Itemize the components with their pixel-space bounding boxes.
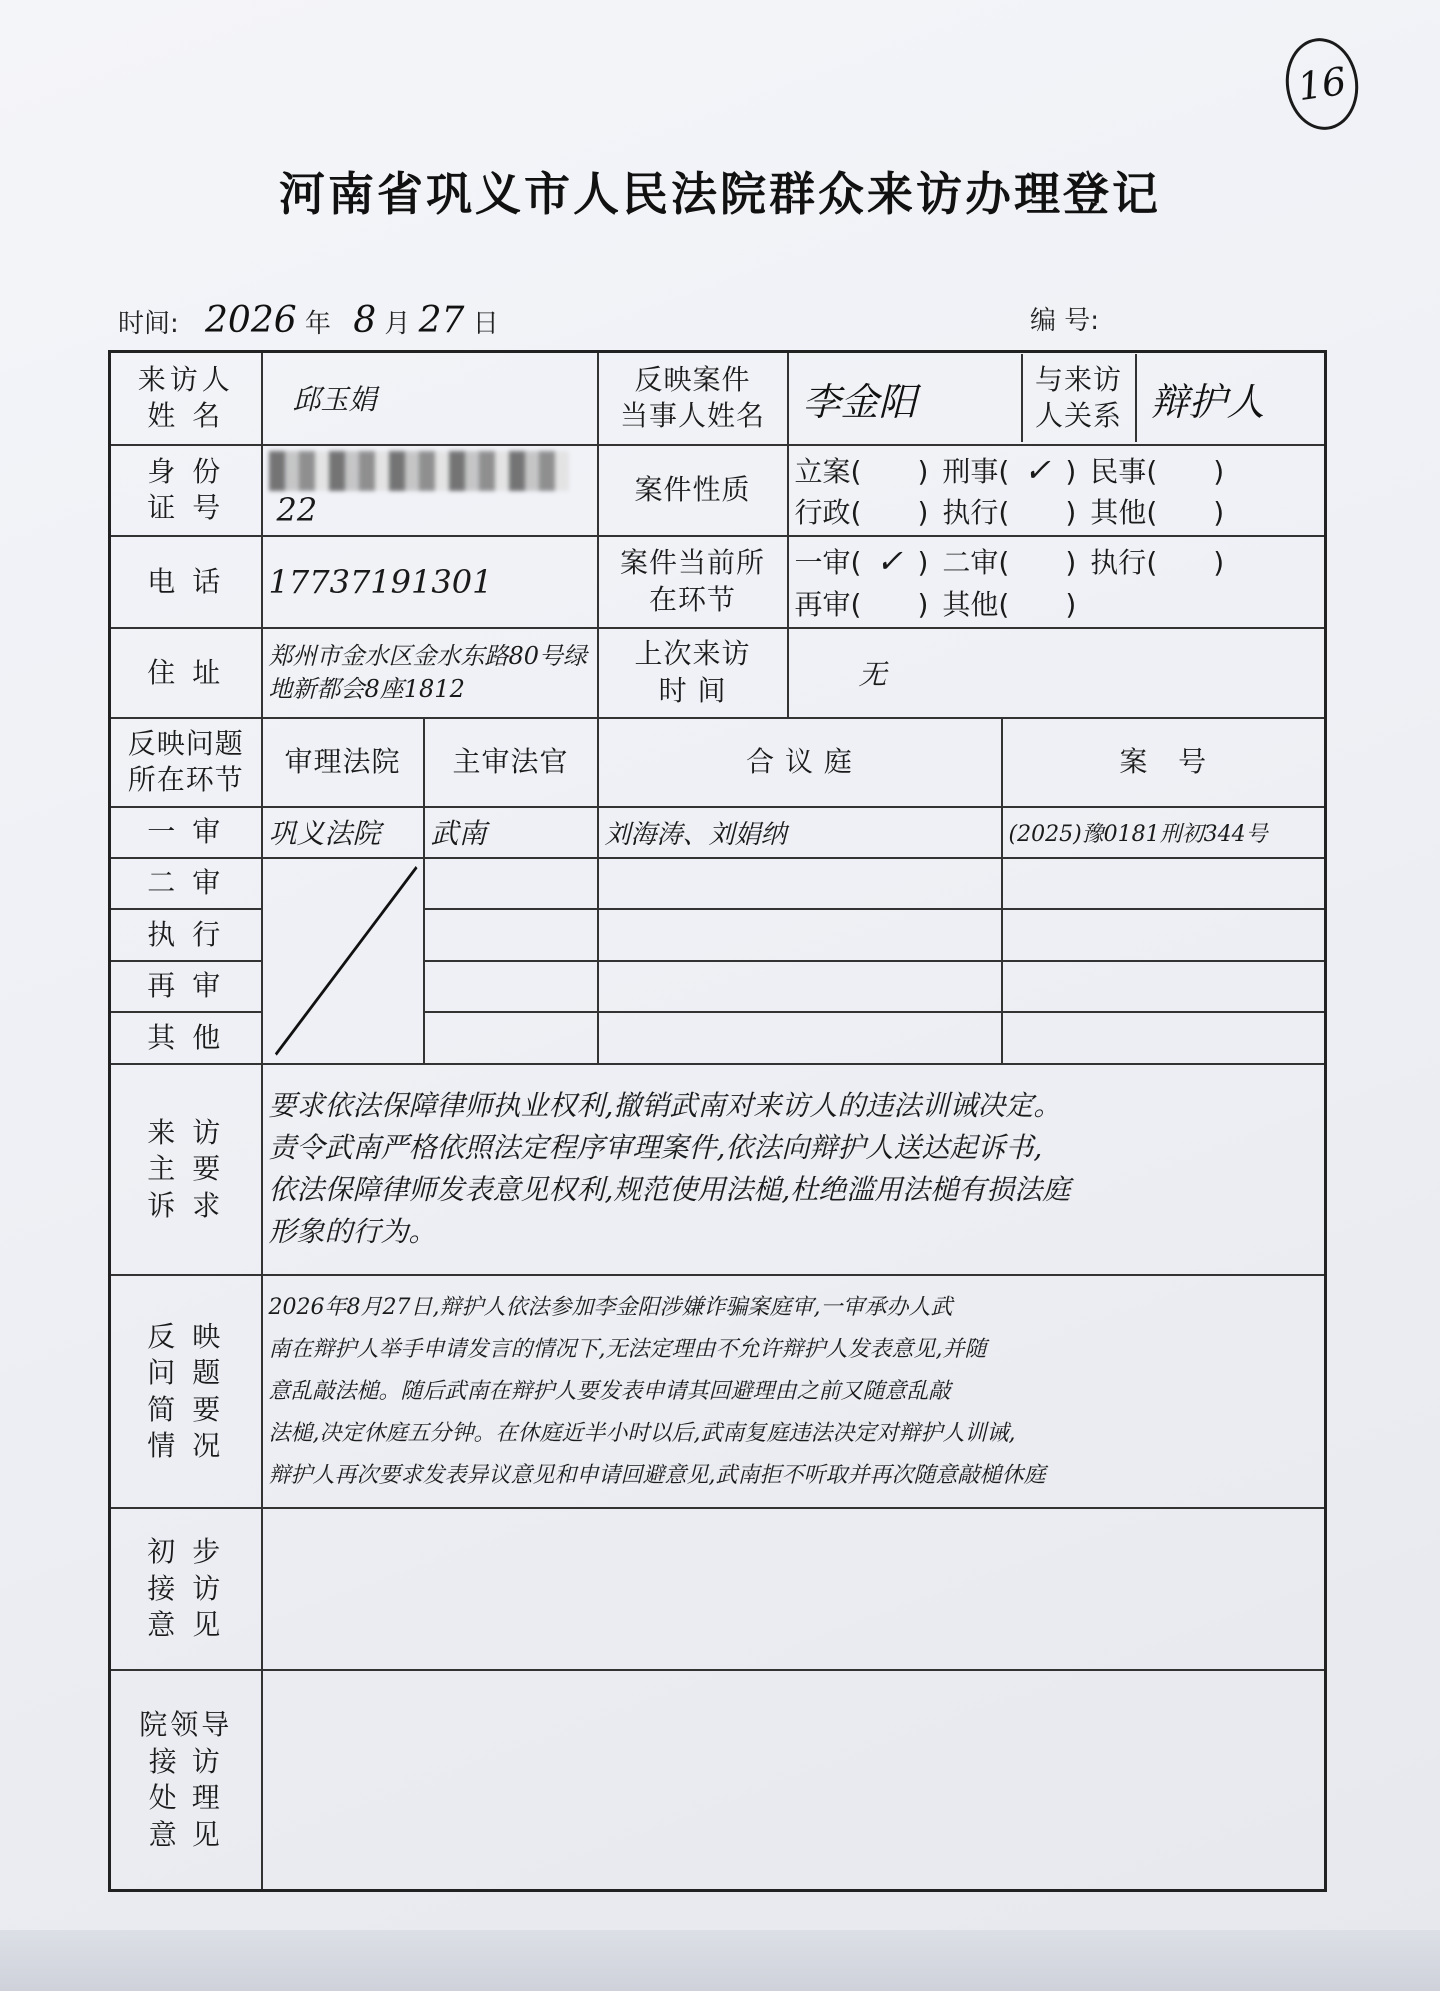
option-open-paren: ( bbox=[1146, 546, 1158, 580]
phone-row bbox=[110, 536, 1326, 628]
phone-label: 电 话 bbox=[110, 536, 262, 628]
last-visit-value: 无 bbox=[788, 628, 1326, 719]
relation-label: 与来访 人关系 bbox=[1021, 354, 1137, 442]
option-close-paren: ) bbox=[1065, 546, 1077, 580]
party-label: 反映案件 当事人姓名 bbox=[598, 352, 788, 445]
demands-line: 依法保障律师发表意见权利,规范使用法槌,杜绝滥用法槌有损法庭 bbox=[268, 1173, 1071, 1207]
option-open-paren: ( bbox=[998, 546, 1010, 580]
party-name: 李金阳 bbox=[802, 379, 917, 424]
registration-table bbox=[108, 350, 1327, 1892]
initial-opinion-field[interactable] bbox=[262, 1508, 1326, 1670]
option-open-paren: ( bbox=[850, 587, 862, 621]
option-close-paren: ) bbox=[917, 587, 929, 621]
address-row bbox=[110, 628, 1326, 719]
situation-label: 反 映 问 题 简 要 情 况 bbox=[110, 1275, 262, 1507]
stage-panel bbox=[598, 961, 1002, 1012]
stage-judge: 武南 bbox=[424, 807, 598, 858]
situation-line: 法槌,决定休庭五分钟。在休庭近半小时以后,武南复庭违法决定对辩护人训诫, bbox=[268, 1420, 1016, 1446]
stage-name: 一 审 bbox=[110, 807, 262, 858]
demands-label: 来 访 主 要 诉 求 bbox=[110, 1064, 262, 1276]
situation-line: 意乱敲法槌。随后武南在辩护人要发表申请其回避理由之前又随意乱敲 bbox=[268, 1378, 951, 1404]
case-nature-label: 案件性质 bbox=[598, 445, 788, 537]
address-value: 郑州市金水区金水东路80号绿地新都会8座1812 bbox=[262, 628, 598, 719]
option-open-paren: ( bbox=[1146, 454, 1158, 488]
option-item[interactable] bbox=[795, 585, 929, 626]
situation-line: 辩护人再次要求发表异议意见和申请回避意见,武南拒不听取并再次随意敲槌休庭 bbox=[268, 1462, 1046, 1488]
option-item[interactable] bbox=[795, 493, 929, 534]
option-item[interactable] bbox=[942, 585, 1076, 626]
empty-stages-strike-cell bbox=[262, 858, 424, 1064]
visitor-row bbox=[110, 352, 1326, 445]
initial-opinion-row bbox=[110, 1508, 1326, 1670]
option-label: 其他 bbox=[942, 587, 999, 621]
option-close-paren: ) bbox=[1213, 454, 1225, 488]
demands-line: 形象的行为。 bbox=[268, 1215, 437, 1249]
page-number: 16 bbox=[1294, 58, 1349, 110]
option-open-paren: ( bbox=[850, 454, 862, 488]
stage-judge bbox=[424, 909, 598, 960]
stage-panel bbox=[598, 1012, 1002, 1063]
stage-judge bbox=[424, 961, 598, 1012]
option-close-paren: ) bbox=[1065, 496, 1077, 530]
option-label: 二审 bbox=[942, 546, 999, 580]
demands-text bbox=[262, 1064, 1326, 1276]
demands-line: 责令武南严格依照法定程序审理案件,依法向辩护人送达起诉书, bbox=[268, 1131, 1043, 1165]
judge-header: 主审法官 bbox=[424, 718, 598, 806]
option-close-paren: ) bbox=[917, 546, 929, 580]
option-label: 刑事 bbox=[942, 454, 999, 488]
address-label: 住 址 bbox=[110, 628, 262, 719]
stage-judge bbox=[424, 1012, 598, 1063]
option-label: 其他 bbox=[1090, 496, 1147, 530]
situation-text bbox=[262, 1275, 1326, 1507]
date-row bbox=[118, 300, 499, 341]
option-label: 行政 bbox=[794, 496, 851, 530]
option-line bbox=[795, 585, 1319, 626]
date-day: 27 bbox=[418, 300, 465, 341]
case-nature-options bbox=[788, 445, 1326, 537]
option-line bbox=[795, 447, 1319, 493]
id-row bbox=[110, 445, 1326, 537]
option-mark: ✓ bbox=[1023, 450, 1051, 489]
stage-label: 案件当前所 在环节 bbox=[598, 536, 788, 628]
time-label: 时间: bbox=[118, 309, 179, 339]
stage-row bbox=[110, 858, 1326, 909]
demands-row bbox=[110, 1064, 1326, 1276]
option-item[interactable] bbox=[1090, 493, 1224, 534]
day-unit: 日 bbox=[472, 309, 499, 339]
leader-opinion-row bbox=[110, 1670, 1326, 1890]
option-close-paren: ) bbox=[1213, 496, 1225, 530]
court-header: 审理法院 bbox=[262, 718, 424, 806]
option-open-paren: ( bbox=[850, 496, 862, 530]
option-label: 民事 bbox=[1090, 454, 1147, 488]
leader-opinion-label: 院领导 接 访 处 理 意 见 bbox=[110, 1670, 262, 1890]
strike-line bbox=[263, 859, 423, 1063]
leader-opinion-field[interactable] bbox=[262, 1670, 1326, 1890]
option-item[interactable] bbox=[942, 447, 1076, 493]
stage-name: 二 审 bbox=[110, 858, 262, 909]
option-open-paren: ( bbox=[1146, 496, 1158, 530]
option-close-paren: ) bbox=[917, 454, 929, 488]
initial-opinion-label: 初 步 接 访 意 见 bbox=[110, 1508, 262, 1670]
date-month: 8 bbox=[353, 300, 377, 341]
option-item[interactable] bbox=[942, 543, 1076, 584]
relation-value: 辩护人 bbox=[1150, 379, 1265, 424]
option-close-paren: ) bbox=[1213, 546, 1225, 580]
stage-name: 再 审 bbox=[110, 961, 262, 1012]
option-open-paren: ( bbox=[850, 546, 862, 580]
option-item[interactable] bbox=[1090, 452, 1224, 493]
option-close-paren: ) bbox=[1065, 454, 1077, 488]
stage-header: 反映问题 所在环节 bbox=[110, 718, 262, 806]
name-label: 来访人 姓 名 bbox=[110, 352, 262, 445]
form-title: 河南省巩义市人民法院群众来访办理登记 bbox=[279, 167, 1161, 221]
stages-header-row bbox=[110, 718, 1326, 806]
id-visible-tail: 22 bbox=[276, 491, 318, 530]
option-mark: ✓ bbox=[876, 542, 903, 581]
option-item[interactable] bbox=[795, 538, 929, 584]
option-label: 执行 bbox=[1090, 546, 1147, 580]
month-unit: 月 bbox=[384, 309, 411, 339]
option-item[interactable] bbox=[1090, 543, 1224, 584]
page-bottom-shadow bbox=[0, 1930, 1440, 1991]
date-year: 2026 bbox=[205, 300, 297, 341]
situation-line: 2026年8月27日,辩护人依法参加李金阳涉嫌诈骗案庭审,一审承办人武 bbox=[268, 1294, 953, 1320]
stage-row bbox=[110, 807, 1326, 858]
stage-case-no bbox=[1002, 858, 1326, 909]
stage-panel: 刘海涛、刘娟纳 bbox=[598, 807, 1002, 858]
option-close-paren: ) bbox=[917, 496, 929, 530]
demands-line: 要求依法保障律师执业权利,撤销武南对来访人的违法训诫决定。 bbox=[268, 1089, 1062, 1123]
stage-panel bbox=[598, 858, 1002, 909]
visitor-name: 邱玉娟 bbox=[262, 352, 598, 445]
id-label: 身 份 证 号 bbox=[110, 445, 262, 537]
option-label: 再审 bbox=[794, 587, 851, 621]
situation-row bbox=[110, 1275, 1326, 1507]
year-unit: 年 bbox=[304, 309, 331, 339]
stage-name: 其 他 bbox=[110, 1012, 262, 1063]
stage-name: 执 行 bbox=[110, 909, 262, 960]
option-label: 立案 bbox=[794, 454, 851, 488]
option-item[interactable] bbox=[942, 493, 1076, 534]
option-label: 一审 bbox=[794, 546, 851, 580]
stage-case-no bbox=[1002, 1012, 1326, 1063]
last-visit-label: 上次来访 时 间 bbox=[598, 628, 788, 719]
phone-value: 17737191301 bbox=[262, 536, 598, 628]
situation-line: 南在辩护人举手申请发言的情况下,无法定理由不允许辩护人发表意见,并随 bbox=[268, 1336, 987, 1362]
party-relation-cell bbox=[788, 352, 1326, 445]
option-item[interactable] bbox=[795, 452, 929, 493]
stage-options bbox=[788, 536, 1326, 628]
stage-court: 巩义法院 bbox=[262, 807, 424, 858]
option-open-paren: ( bbox=[998, 454, 1010, 488]
option-line bbox=[795, 538, 1319, 584]
stage-panel bbox=[598, 909, 1002, 960]
stage-case-no bbox=[1002, 961, 1326, 1012]
stage-judge bbox=[424, 858, 598, 909]
option-label: 执行 bbox=[942, 496, 999, 530]
stage-case-no bbox=[1002, 909, 1326, 960]
panel-header: 合 议 庭 bbox=[598, 718, 1002, 806]
stage-case-no: (2025)豫0181刑初344号 bbox=[1002, 807, 1326, 858]
id-number-cell bbox=[262, 445, 598, 537]
option-line bbox=[795, 493, 1319, 534]
number-label: 编 号: bbox=[1030, 306, 1100, 336]
case-no-header: 案 号 bbox=[1002, 718, 1326, 806]
id-redaction bbox=[269, 451, 569, 491]
option-open-paren: ( bbox=[998, 587, 1010, 621]
option-open-paren: ( bbox=[998, 496, 1010, 530]
option-close-paren: ) bbox=[1065, 587, 1077, 621]
